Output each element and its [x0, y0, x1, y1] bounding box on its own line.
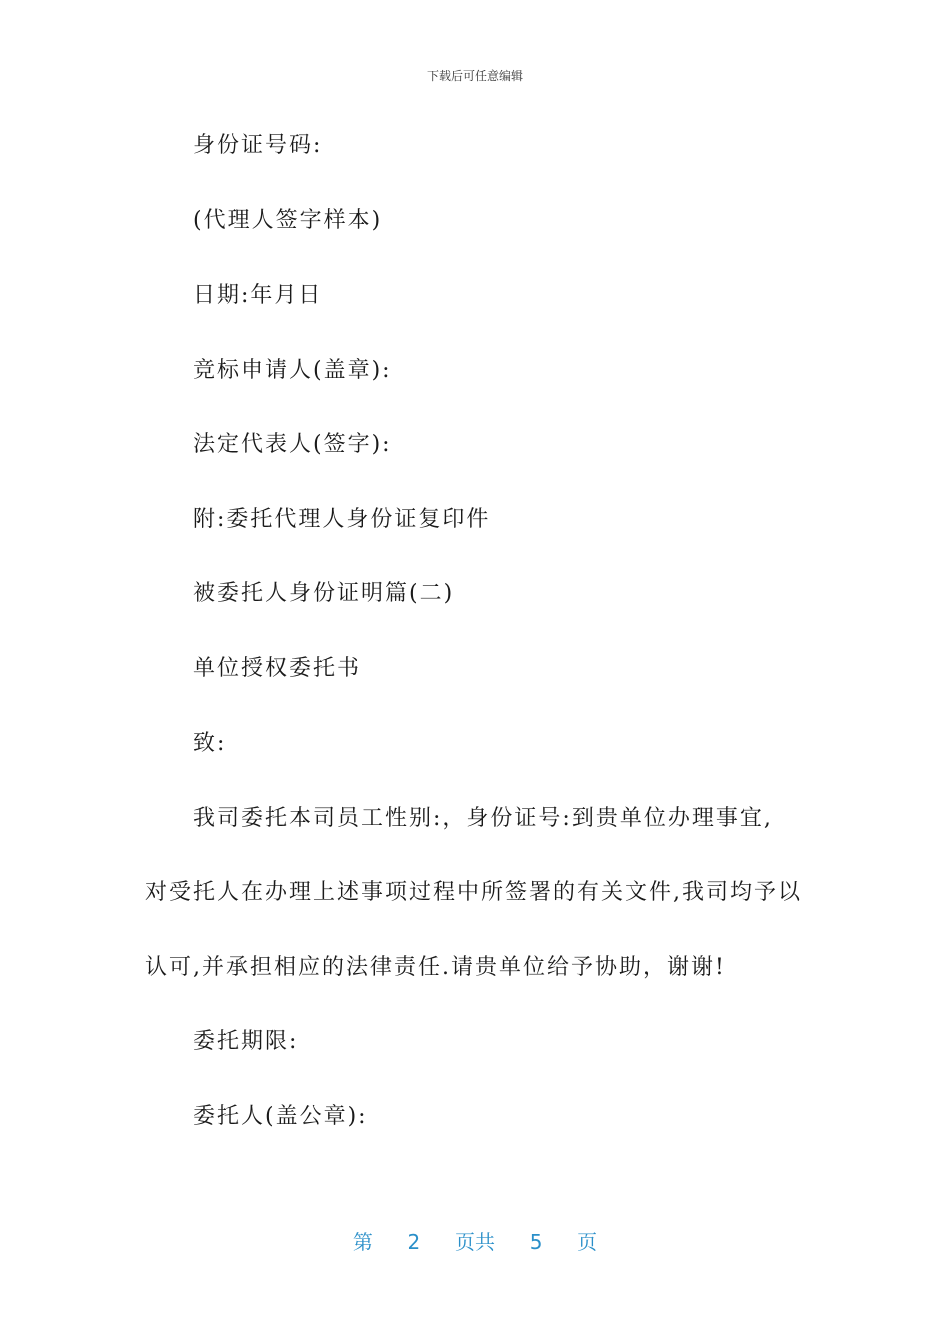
id-number-line: 身份证号码: — [193, 133, 323, 158]
addressee-line: 致: — [193, 731, 227, 756]
total-page-number: 5 — [529, 1230, 543, 1254]
attachment-line: 附:委托代理人身份证复印件 — [193, 507, 491, 532]
footer-suffix: 页 — [577, 1230, 598, 1254]
paragraph-line-1: 我司委托本司员工性别:，身份证号:到贵单位办理事宜, — [193, 806, 773, 831]
paragraph-line-2: 对受托人在办理上述事项过程中所签署的有关文件,我司均予以 — [145, 880, 802, 905]
page-number-footer — [0, 1226, 950, 1255]
principal-seal-line: 委托人(盖公章): — [193, 1104, 368, 1129]
section-heading: 被委托人身份证明篇(二) — [193, 581, 455, 606]
bidder-seal-line: 竞标申请人(盖章): — [193, 358, 392, 383]
term-line: 委托期限: — [193, 1029, 299, 1054]
agent-signature-sample-line: (代理人签字样本) — [193, 208, 383, 233]
footer-prefix: 第 — [352, 1230, 373, 1254]
document-title: 单位授权委托书 — [193, 656, 362, 681]
current-page-number: 2 — [407, 1230, 421, 1254]
footer-middle: 页共 — [455, 1230, 495, 1254]
header-note: 下载后可任意编辑 — [426, 69, 523, 83]
paragraph-line-3: 认可,并承担相应的法律责任.请贵单位给予协助，谢谢! — [145, 955, 726, 980]
legal-rep-signature-line: 法定代表人(签字): — [193, 432, 392, 457]
date-line: 日期:年月日 — [193, 283, 323, 308]
